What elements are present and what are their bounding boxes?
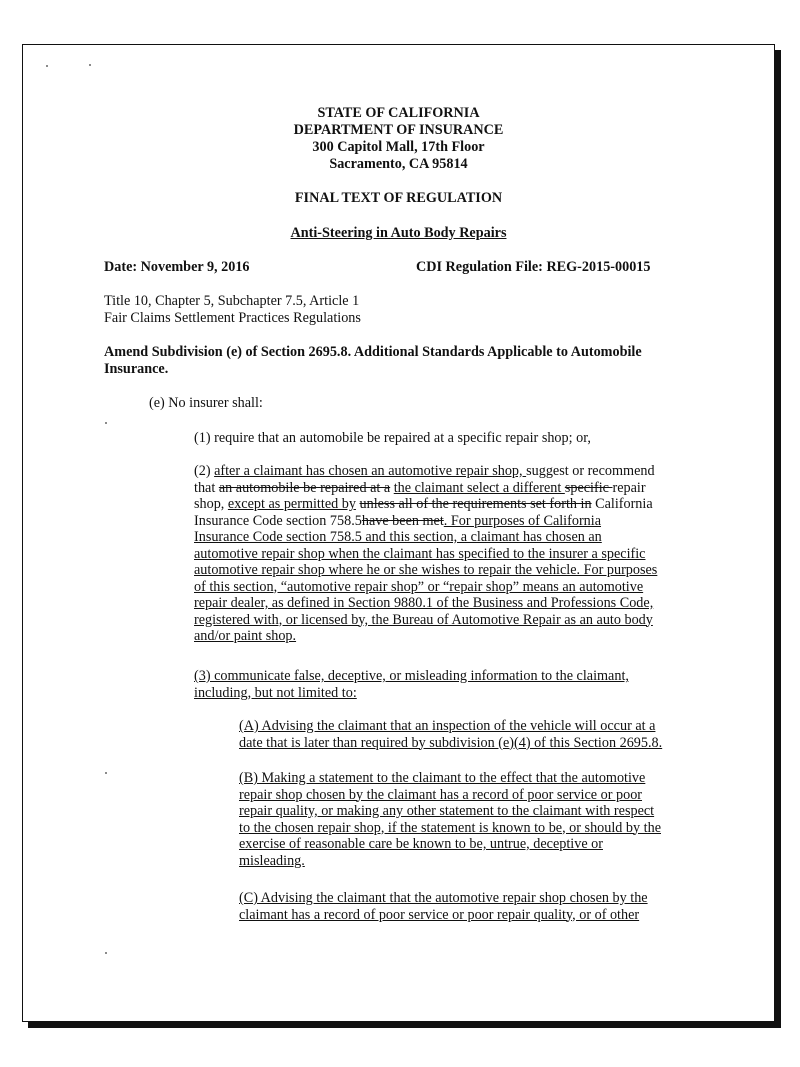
p2-line7: automotive repair shop where he or she wishes to repair the vehicle. For purposes bbox=[194, 562, 658, 578]
title10-line1: Title 10, Chapter 5, Subchapter 7.5, Article 1 bbox=[104, 293, 360, 309]
p2-deleted-text: specific bbox=[564, 479, 613, 496]
title10-line2: Fair Claims Settlement Practices Regulations bbox=[104, 310, 361, 326]
pa-line2: date that is later than required by subdivision (e)(4) of this Section 2695.8. bbox=[239, 734, 663, 751]
pc-line2: claimant has a record of poor service or poor repair quality, or of other bbox=[239, 906, 640, 923]
p2-number: (2) bbox=[194, 463, 215, 479]
header-department: DEPARTMENT OF INSURANCE bbox=[293, 122, 504, 138]
pa-line1: (A) Advising the claimant that an inspection of the vehicle will occur at a bbox=[239, 718, 656, 734]
paragraph-c bbox=[239, 890, 648, 923]
p2-text: suggest or recommend bbox=[526, 463, 655, 479]
paragraph-b bbox=[239, 770, 661, 869]
pb-line6: misleading. bbox=[239, 852, 305, 869]
p2-inserted-text: the claimant select a different bbox=[393, 479, 565, 496]
scan-speck bbox=[105, 952, 107, 954]
p2-deleted-text: have been met bbox=[361, 512, 444, 529]
p2-text: Insurance Code section 758.5 bbox=[194, 512, 362, 529]
pb-line5: exercise of reasonable care be known to be, untrue, deceptive or bbox=[239, 836, 603, 852]
p2-deleted-text: an automobile be repaired at a bbox=[218, 479, 391, 496]
subtitle-wrap bbox=[23, 225, 774, 242]
header-city: Sacramento, CA 95814 bbox=[329, 156, 468, 172]
paragraph-2 bbox=[194, 463, 657, 645]
p2-line1 bbox=[194, 463, 657, 480]
p2-inserted-text: . For purposes of California bbox=[443, 512, 602, 529]
p2-line10: registered with, or licensed by, the Bureau of Automotive Repair as an auto body bbox=[194, 611, 653, 628]
p2-line2 bbox=[194, 480, 657, 497]
p2-inserted-text: except as permitted by bbox=[227, 496, 356, 512]
p2-text: California bbox=[591, 496, 653, 512]
document-page bbox=[22, 44, 775, 1022]
paragraph-3 bbox=[194, 668, 629, 701]
pb-line2: repair shop chosen by the claimant has a record of poor service or poor bbox=[239, 786, 643, 803]
scan-speck bbox=[89, 64, 91, 66]
document-subtitle: Anti-Steering in Auto Body Repairs bbox=[290, 225, 507, 241]
p2-line9: repair dealer, as defined in Section 9880.1 of the Business and Professions Code, bbox=[194, 595, 654, 611]
header-address: 300 Capitol Mall, 17th Floor bbox=[312, 139, 485, 155]
scan-speck bbox=[46, 65, 48, 67]
p3-line1: (3) communicate false, deceptive, or misleading information to the claimant, bbox=[194, 668, 629, 684]
p2-inserted-text: after a claimant has chosen an automotive repair shop, bbox=[214, 463, 527, 479]
p2-text: shop, bbox=[194, 496, 228, 512]
p2-line8: of this section, “automotive repair shop” or “repair shop” means an automotive bbox=[194, 578, 644, 595]
pc-line1: (C) Advising the claimant that the automotive repair shop chosen by the bbox=[239, 890, 648, 906]
p2-text: repair bbox=[612, 479, 646, 496]
p3-line2: including, but not limited to: bbox=[194, 684, 357, 701]
pb-line1: (B) Making a statement to the claimant to the effect that the automotive bbox=[239, 770, 646, 786]
scan-speck bbox=[105, 772, 107, 774]
scan-speck bbox=[105, 422, 107, 424]
header-state: STATE OF CALIFORNIA bbox=[317, 105, 480, 121]
p2-line3 bbox=[194, 496, 657, 513]
p2-deleted-text: unless all of the requirements set forth in bbox=[359, 496, 592, 512]
p2-line5: Insurance Code section 758.5 and this section, a claimant has chosen an bbox=[194, 529, 602, 545]
p2-line6: automotive repair shop when the claimant has specified to the insurer a specific bbox=[194, 545, 646, 562]
p2-text: that bbox=[194, 479, 219, 496]
amend-heading-line1: Amend Subdivision (e) of Section 2695.8. Additional Standards Applicable to Automobile bbox=[104, 344, 642, 360]
pb-line3: repair quality, or making any other statement to the claimant with respect bbox=[239, 803, 655, 819]
paragraph-1: (1) require that an automobile be repaired at a specific repair shop; or, bbox=[194, 430, 591, 446]
p2-line4 bbox=[194, 513, 657, 530]
document-title: FINAL TEXT OF REGULATION bbox=[294, 190, 503, 206]
subdivision-e-intro: (e) No insurer shall: bbox=[149, 395, 263, 411]
pb-line4: to the chosen repair shop, if the statement is known to be, or should by the bbox=[239, 819, 661, 836]
regulation-file: CDI Regulation File: REG-2015-00015 bbox=[416, 259, 651, 275]
amend-heading-line2: Insurance. bbox=[104, 361, 169, 377]
paragraph-a bbox=[239, 718, 662, 751]
p2-line11: and/or paint shop. bbox=[194, 628, 297, 644]
date-line: Date: November 9, 2016 bbox=[104, 259, 250, 275]
